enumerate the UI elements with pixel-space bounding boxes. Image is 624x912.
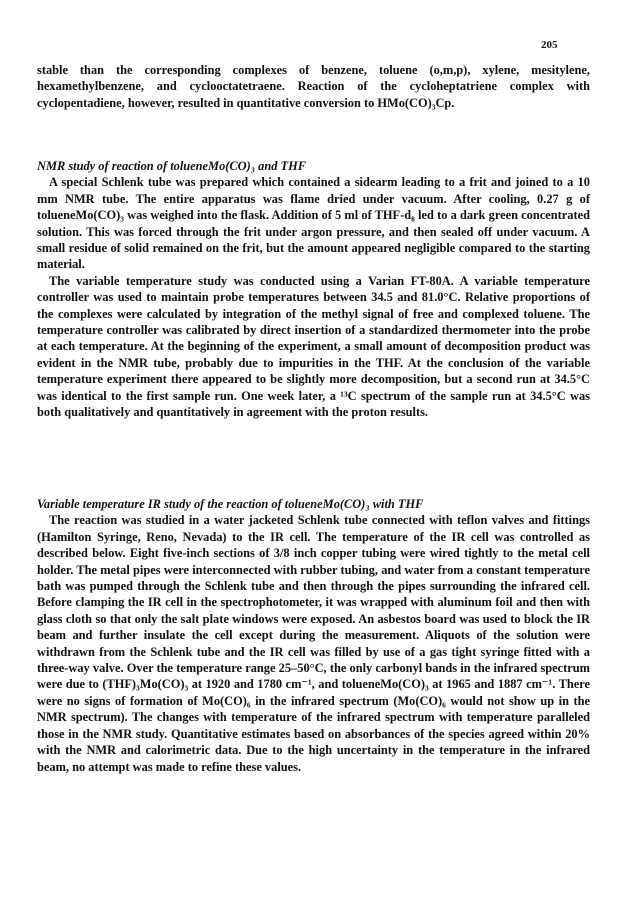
page-number: 205 xyxy=(541,39,558,51)
ir-section xyxy=(37,496,590,775)
nmr-section-heading: NMR study of reaction of tolueneMo(CO)₃ and THF xyxy=(37,159,307,173)
nmr-paragraph-2: The variable temperature study was conducted using a Varian FT-80A. A variable temperature controller was used to maintain probe temperatures between 34.5 and 81.0°C. Relative proportions of the complexes were calculated by integration of the methyl signal of free and complexed toluene. The temperature controller was calibrated by direct insertion of a standardized thermometer into the probe at each temperature. At the beginning of the experiment, a small amount of decomposition product was evident in the NMR tube, probably due to impurities in the THF. At the conclusion of the variable temperature experiment there appeared to be slightly more decomposition, but a second run at 34.5°C was identical to the first sample run. One week later, a ¹³C spectrum of the sample run at 34.5°C was both qualitatively and quantitatively in agreement with the proton results. xyxy=(37,273,590,420)
nmr-section xyxy=(37,158,590,421)
intro-paragraph: stable than the corresponding complexes of benzene, toluene (o,m,p), xylene, mesitylene, hexamethylbenzene, and cyclooctatetraene. Reaction of the cycloheptatriene complex with cyclopentadiene, however, resulted in quantitative conversion to HMo(CO)₃Cp. xyxy=(37,63,590,110)
ir-paragraph-1: The reaction was studied in a water jacketed Schlenk tube connected with teflon valves and fittings (Hamilton Syringe, Reno, Nevada) to the IR cell. The temperature of the IR cell was controlled as described below. Eight five-inch sections of 3/8 inch copper tubing were wired tightly to the metal cell holder. The metal pipes were interconnected with rubber tubing, and water from a constant temperature bath was pumped through the Schlenk tube and then through the pipes surrounding the infrared cell. Before clamping the IR cell in the spectrophotometer, it was wrapped with aluminum foil and then with glass cloth so that only the salt plate windows were exposed. An asbestos board was used to block the IR beam and further insulate the cell except during the measurement. Aliquots of the solution were withdrawn from the Schlenk tube and the IR cell was filled by use of a gas tight syringe fitted with a three-way valve. Over the temperature range 25–50°C, the only carbonyl bands in the infrared spectrum were due to (THF)₃Mo(CO)₃ at 1920 and 1780 cm⁻¹, and tolueneMo(CO)₃ at 1965 and 1887 cm⁻¹. There were no signs of formation of Mo(CO)₆ in the infrared spectrum (Mo(CO)₆ would not show up in the NMR spectrum). The changes with temperature of the infrared spectrum with temperature paralleled those in the NMR study. Quantitative estimates based on absorbances of the species agreed within 20% with the NMR and calorimetric data. Due to the high uncertainty in the temperature in the infrared beam, no attempt was made to refine these values. xyxy=(37,513,590,774)
intro-block xyxy=(37,62,590,111)
ir-section-heading: Variable temperature IR study of the reaction of tolueneMo(CO)₃ with THF xyxy=(37,497,424,511)
nmr-paragraph-1: A special Schlenk tube was prepared which contained a sidearm leading to a frit and joined to a 10 mm NMR tube. The entire apparatus was flame dried under vacuum. After cooling, 0.27 g of tolueneMo(CO)₃ was weighed into the flask. Addition of 5 ml of THF-d₈ led to a dark green concentrated solution. This was forced through the frit under argon pressure, and then sealed off under vacuum. A small residue of solid remained on the frit, but the amount appeared negligible compared to the starting material. xyxy=(37,175,590,272)
